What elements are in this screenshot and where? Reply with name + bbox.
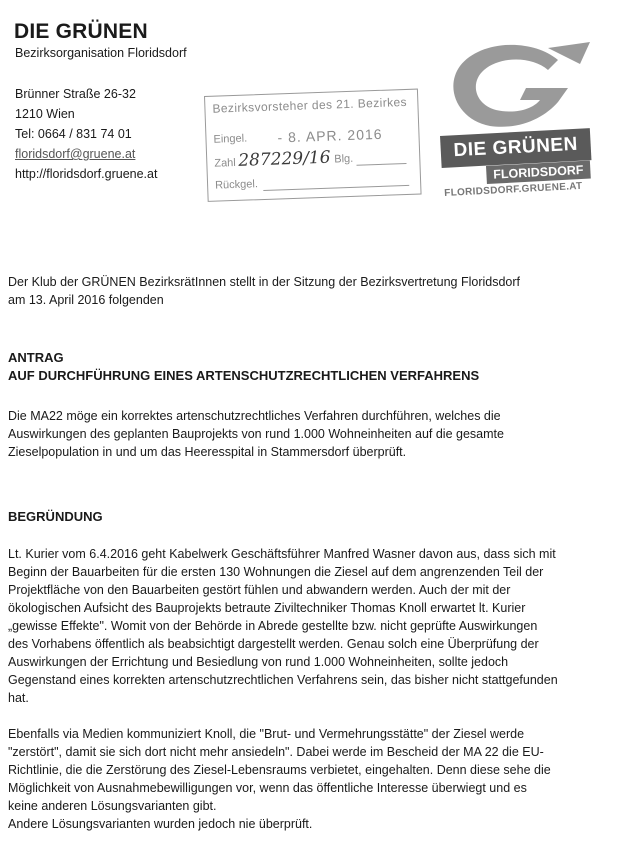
receipt-stamp [204, 88, 426, 206]
stamp-date: - 8. APR. 2016 [277, 125, 383, 146]
begruendung-heading: BEGRÜNDUNG [8, 509, 103, 524]
begruendung-p1-line: „gewisse Effekte". Womit von der Behörde in Abrede gestellte bzw. nicht geprüfte Auswirkungen [8, 619, 538, 633]
stamp-eingel-label: Eingel. [213, 132, 248, 146]
antrag-line-1: Die MA22 möge ein korrektes artenschutzrechtliches Verfahren durchführen, welches die [8, 409, 501, 423]
logo-name-box: DIE GRÜNEN [440, 128, 591, 168]
antrag-subheading: AUF DURCHFÜHRUNG EINES ARTENSCHUTZRECHTLICHEN VERFAHRENS [8, 368, 480, 383]
email-link[interactable]: floridsdorf@gruene.at [15, 147, 136, 161]
logo-district-box: FLORIDSDORF [486, 161, 591, 184]
address-city: 1210 Wien [15, 107, 75, 121]
begruendung-p1-line: Auswirkungen der Errichtung und Besiedlung von rund 1.000 Wohneinheiten, sollte jedoch [8, 655, 509, 669]
stamp-zahl-handwritten: 287229/16 [237, 147, 331, 171]
phone-number: Tel: 0664 / 831 74 01 [15, 127, 132, 141]
intro-line-1: Der Klub der GRÜNEN BezirksrätInnen stellt in der Sitzung der Bezirksvertretung Floridsdorf [8, 275, 521, 289]
begruendung-p2-line: "zerstört", damit sie sich dort nicht mehr ansiedeln". Dabei werde im Bescheid der MA 22 die EU- [8, 745, 544, 759]
begruendung-p2-line: Ebenfalls via Medien kommuniziert Knoll, die "Brut- und Vermehrungsstätte" der Ziesel werde [8, 727, 525, 741]
begruendung-p1-line: ökologischen Aufsicht des Bauprojekts betraute Ziviltechniker Thomas Knoll erwartet lt. Kurier [8, 601, 526, 615]
begruendung-p2-line: Richtlinie, die die Zerstörung des Ziesel-Lebensraums verbietet, eingehalten. Denn diese sehe die [8, 763, 551, 777]
begruendung-p1-line: Lt. Kurier vom 6.4.2016 geht Kabelwerk Geschäftsführer Manfred Wasner davon aus, dass sich mit [8, 547, 556, 561]
begruendung-p1-line: Beginn der Bauarbeiten für die ersten 130 Wohnungen die Ziesel auf dem angrenzenden Teil der [8, 565, 544, 579]
logo-swoosh-icon [440, 38, 600, 138]
begruendung-p2-line: keine anderen Lösungsvarianten gibt. [8, 799, 217, 813]
logo-url: FLORIDSDORF.GRUENE.AT [444, 180, 583, 199]
stamp-blg-label: Blg. [334, 152, 354, 166]
begruendung-p1-line: hat. [8, 691, 29, 705]
organization-subtitle: Bezirksorganisation Floridsdorf [15, 46, 187, 60]
stamp-title: Bezirksvorsteher des 21. Bezirkes [212, 94, 408, 116]
stamp-zahl-label: Zahl [214, 156, 236, 170]
organization-name: DIE GRÜNEN [14, 20, 148, 43]
begruendung-p1-line: Gegenstand eines korrekten artenschutzrechtlichen Verfahrens sein, das bisher nicht stattgefunden [8, 673, 558, 687]
antrag-line-2: Auswirkungen des geplanten Bauprojekts von rund 1.000 Wohneinheiten auf die gesamte [8, 427, 504, 441]
begruendung-p2-line: Möglichkeit von Ausnahmebewilligungen vor, wenn das öffentliche Interesse überwiegt und es [8, 781, 527, 795]
antrag-line-3: Zieselpopulation in und um das Heeresspital in Stammersdorf überprüft. [8, 445, 407, 459]
begruendung-p1-line: Projektfläche von den Bauarbeiten gestört fühlen und abwandern werden. Auch der mit der [8, 583, 511, 597]
antrag-heading: ANTRAG [8, 350, 64, 365]
intro-line-2: am 13. April 2016 folgenden [8, 293, 164, 307]
begruendung-p1-line: des Vorhabens öffentlich als beabsichtigt dargestellt werden. Genau solch eine Überprüfung der [8, 637, 539, 651]
gruene-logo [440, 38, 600, 208]
begruendung-p2-line: Andere Lösungsvarianten wurden jedoch nie überprüft. [8, 817, 313, 831]
stamp-rueckgel-label: Rückgel. [214, 178, 259, 192]
address-street: Brünner Straße 26-32 [15, 87, 136, 101]
website-link[interactable]: http://floridsdorf.gruene.at [15, 167, 158, 181]
